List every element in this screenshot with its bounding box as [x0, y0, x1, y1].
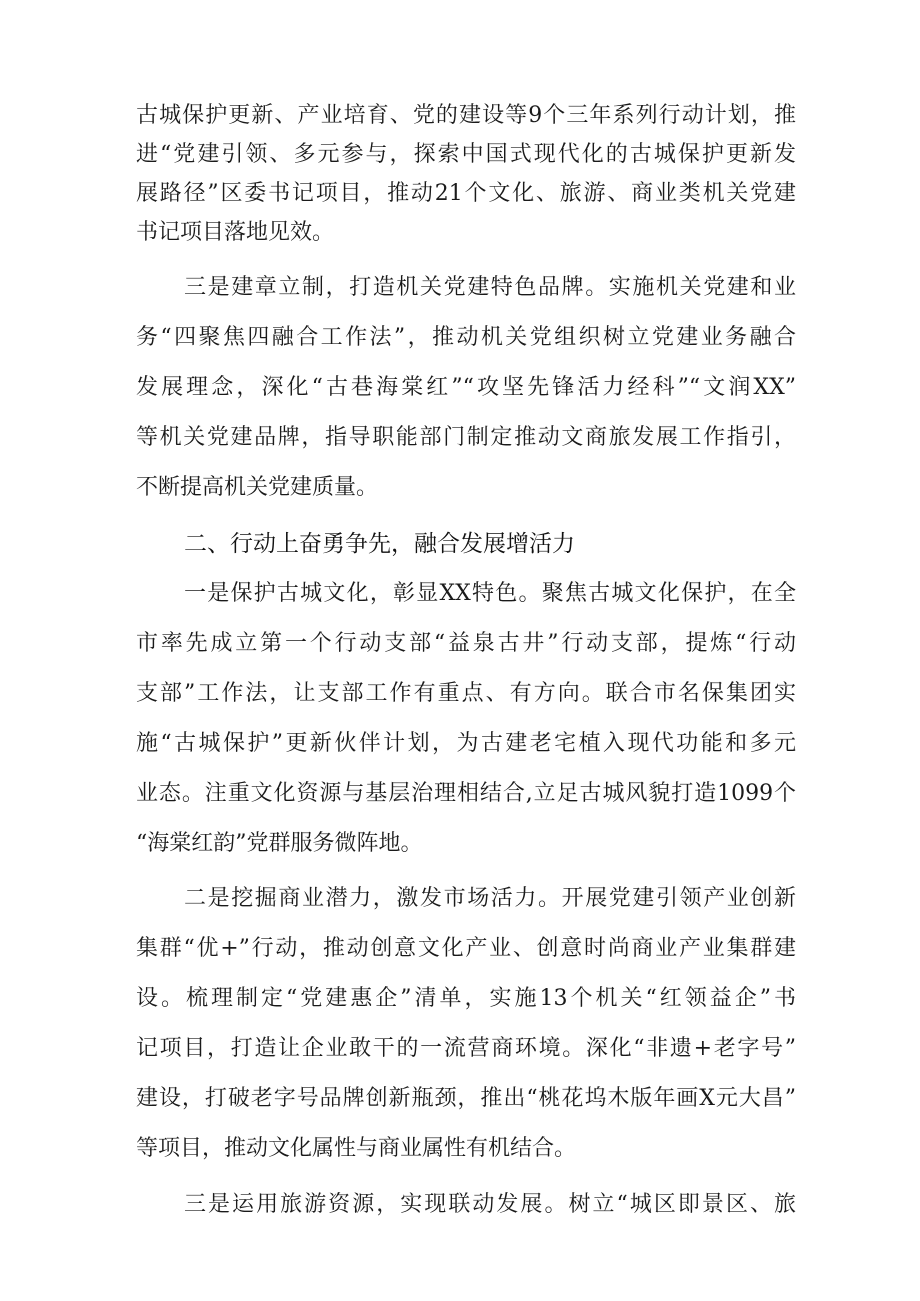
- body-text-line: 设。梳理制定“党建惠企”清单，实施13个机关“红领益企”书: [136, 986, 796, 1011]
- body-text-line: 市率先成立第一个行动支部“益泉古井”行动支部，提炼“行动: [136, 631, 796, 656]
- body-text-line: 务“四聚焦四融合工作法”，推动机关党组织树立党建业务融合: [136, 325, 796, 350]
- body-text-line: 等项目，推动文化属性与商业属性有机结合。: [136, 1136, 577, 1161]
- body-text-line: 支部”工作法，让支部工作有重点、有方向。联合市名保集团实: [136, 681, 796, 706]
- body-text-line: 进“党建引领、多元参与，探索中国式现代化的古城保护更新发: [136, 142, 796, 167]
- body-text-line: 不断提高机关党建质量。: [136, 475, 379, 500]
- body-text-line: 二是挖掘商业潜力，激发市场活力。开展党建引领产业创新: [184, 886, 796, 911]
- body-text-line: 一是保护古城文化，彰显XX特色。聚焦古城文化保护，在全: [184, 581, 796, 606]
- body-text-line: 三是建章立制，打造机关党建特色品牌。实施机关党建和业: [184, 275, 796, 300]
- body-text-line: 书记项目落地见效。: [136, 220, 335, 245]
- section-heading: 二、行动上奋勇争先，融合发展增活力: [184, 531, 575, 557]
- body-text-line: 集群“优+”行动，推动创意文化产业、创意时尚商业产业集群建: [136, 936, 796, 961]
- body-text-line: 业态。注重文化资源与基层治理相结合,立足古城风貌打造1099个: [136, 781, 796, 806]
- body-text-line: 等机关党建品牌，指导职能部门制定推动文商旅发展工作指引，: [136, 425, 796, 450]
- body-text-line: 三是运用旅游资源，实现联动发展。树立“城区即景区、旅: [184, 1192, 796, 1217]
- body-text-line: 古城保护更新、产业培育、党的建设等9个三年系列行动计划，推: [136, 103, 796, 128]
- body-text-line: 发展理念，深化“古巷海棠红”“攻坚先锋活力经科”“文润XX”: [136, 375, 796, 400]
- body-text-line: 记项目，打造让企业敢干的一流营商环境。深化“非遗+老字号”: [136, 1036, 796, 1061]
- body-text-line: 建设，打破老字号品牌创新瓶颈，推出“桃花坞木版年画X元大昌”: [136, 1086, 796, 1111]
- body-text-line: 展路径”区委书记项目，推动21个文化、旅游、商业类机关党建: [136, 181, 796, 206]
- body-text-line: 施“古城保护”更新伙伴计划，为古建老宅植入现代功能和多元: [136, 731, 796, 756]
- body-text-line: “海棠红韵”党群服务微阵地。: [136, 831, 423, 856]
